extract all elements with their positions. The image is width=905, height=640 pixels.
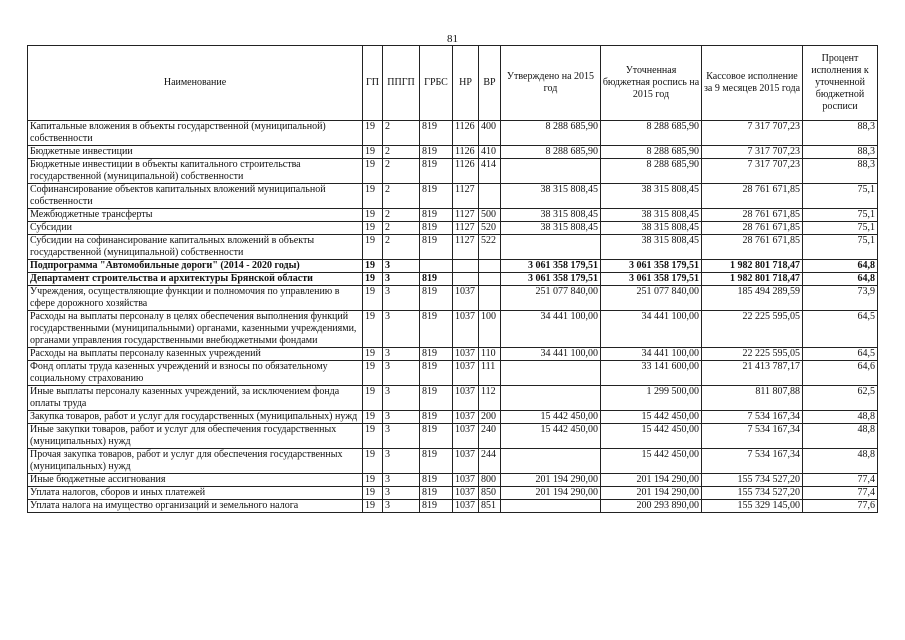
cell-approved: 3 061 358 179,51 bbox=[501, 260, 601, 273]
cell-gp: 19 bbox=[363, 348, 383, 361]
cell-name: Расходы на выплаты персоналу казенных учреждений bbox=[28, 348, 363, 361]
cell-grbs: 819 bbox=[420, 235, 453, 260]
cell-refined: 34 441 100,00 bbox=[601, 348, 702, 361]
cell-ppgp: 3 bbox=[383, 411, 420, 424]
cell-vr: 244 bbox=[479, 449, 501, 474]
cell-name: Расходы на выплаты персоналу в целях обеспечения выполнения функций государственными (муниципальными) органами, казенными учреждениями, органами управления государственными внебюджетными фондами bbox=[28, 311, 363, 348]
cell-refined: 1 299 500,00 bbox=[601, 386, 702, 411]
cell-vr bbox=[479, 273, 501, 286]
cell-ppgp: 2 bbox=[383, 209, 420, 222]
table-row bbox=[28, 184, 878, 209]
cell-percent: 48,8 bbox=[803, 449, 878, 474]
cell-ppgp: 2 bbox=[383, 146, 420, 159]
cell-refined: 34 441 100,00 bbox=[601, 311, 702, 348]
cell-name: Учреждения, осуществляющие функции и полномочия по управлению в сфере дорожного хозяйства bbox=[28, 286, 363, 311]
cell-nr: 1037 bbox=[453, 449, 479, 474]
cell-vr: 522 bbox=[479, 235, 501, 260]
cell-gp: 19 bbox=[363, 273, 383, 286]
cell-cash: 7 317 707,23 bbox=[702, 159, 803, 184]
cell-ppgp: 3 bbox=[383, 273, 420, 286]
cell-gp: 19 bbox=[363, 424, 383, 449]
table-row bbox=[28, 474, 878, 487]
table-row bbox=[28, 121, 878, 146]
cell-vr: 110 bbox=[479, 348, 501, 361]
cell-vr: 851 bbox=[479, 500, 501, 513]
cell-ppgp: 3 bbox=[383, 449, 420, 474]
cell-approved bbox=[501, 386, 601, 411]
cell-refined: 38 315 808,45 bbox=[601, 184, 702, 209]
cell-percent: 64,8 bbox=[803, 273, 878, 286]
cell-grbs: 819 bbox=[420, 500, 453, 513]
cell-vr: 400 bbox=[479, 121, 501, 146]
table-row bbox=[28, 222, 878, 235]
cell-approved bbox=[501, 235, 601, 260]
cell-vr: 240 bbox=[479, 424, 501, 449]
cell-cash: 7 317 707,23 bbox=[702, 146, 803, 159]
cell-cash: 22 225 595,05 bbox=[702, 348, 803, 361]
cell-percent: 75,1 bbox=[803, 184, 878, 209]
cell-percent: 88,3 bbox=[803, 121, 878, 146]
cell-gp: 19 bbox=[363, 487, 383, 500]
cell-grbs: 819 bbox=[420, 311, 453, 348]
cell-vr: 100 bbox=[479, 311, 501, 348]
cell-vr: 800 bbox=[479, 474, 501, 487]
cell-cash: 28 761 671,85 bbox=[702, 184, 803, 209]
cell-nr: 1037 bbox=[453, 474, 479, 487]
cell-nr: 1037 bbox=[453, 487, 479, 500]
cell-refined: 8 288 685,90 bbox=[601, 146, 702, 159]
cell-gp: 19 bbox=[363, 286, 383, 311]
cell-gp: 19 bbox=[363, 222, 383, 235]
cell-grbs: 819 bbox=[420, 386, 453, 411]
cell-cash: 7 534 167,34 bbox=[702, 411, 803, 424]
cell-refined: 201 194 290,00 bbox=[601, 487, 702, 500]
cell-approved: 34 441 100,00 bbox=[501, 348, 601, 361]
cell-name: Субсидии bbox=[28, 222, 363, 235]
cell-percent: 73,9 bbox=[803, 286, 878, 311]
cell-gp: 19 bbox=[363, 159, 383, 184]
cell-gp: 19 bbox=[363, 260, 383, 273]
cell-percent: 77,6 bbox=[803, 500, 878, 513]
cell-approved bbox=[501, 449, 601, 474]
cell-ppgp: 2 bbox=[383, 222, 420, 235]
cell-grbs: 819 bbox=[420, 222, 453, 235]
cell-percent: 77,4 bbox=[803, 487, 878, 500]
cell-gp: 19 bbox=[363, 386, 383, 411]
cell-percent: 77,4 bbox=[803, 474, 878, 487]
budget-table bbox=[27, 45, 878, 513]
cell-nr: 1126 bbox=[453, 121, 479, 146]
cell-grbs: 819 bbox=[420, 361, 453, 386]
cell-nr: 1037 bbox=[453, 311, 479, 348]
table-row bbox=[28, 424, 878, 449]
cell-grbs: 819 bbox=[420, 146, 453, 159]
cell-cash: 155 734 527,20 bbox=[702, 487, 803, 500]
cell-name: Иные выплаты персоналу казенных учреждений, за исключением фонда оплаты труда bbox=[28, 386, 363, 411]
cell-cash: 185 494 289,59 bbox=[702, 286, 803, 311]
cell-gp: 19 bbox=[363, 235, 383, 260]
cell-percent: 75,1 bbox=[803, 235, 878, 260]
cell-approved: 3 061 358 179,51 bbox=[501, 273, 601, 286]
cell-gp: 19 bbox=[363, 121, 383, 146]
cell-gp: 19 bbox=[363, 411, 383, 424]
cell-approved: 8 288 685,90 bbox=[501, 146, 601, 159]
cell-gp: 19 bbox=[363, 146, 383, 159]
table-row bbox=[28, 273, 878, 286]
cell-ppgp: 3 bbox=[383, 424, 420, 449]
header-percent: Процент исполнения к уточненной бюджетной росписи bbox=[803, 46, 878, 121]
cell-name: Межбюджетные трансферты bbox=[28, 209, 363, 222]
cell-grbs: 819 bbox=[420, 474, 453, 487]
cell-ppgp: 2 bbox=[383, 184, 420, 209]
cell-vr: 200 bbox=[479, 411, 501, 424]
cell-nr: 1037 bbox=[453, 424, 479, 449]
cell-vr bbox=[479, 260, 501, 273]
cell-approved: 15 442 450,00 bbox=[501, 411, 601, 424]
cell-gp: 19 bbox=[363, 184, 383, 209]
cell-name: Бюджетные инвестиции в объекты капитального строительства государственной (муниципальной) собственности bbox=[28, 159, 363, 184]
table-row bbox=[28, 260, 878, 273]
table-header-row bbox=[28, 46, 878, 121]
cell-nr bbox=[453, 273, 479, 286]
cell-grbs: 819 bbox=[420, 273, 453, 286]
cell-gp: 19 bbox=[363, 474, 383, 487]
cell-approved bbox=[501, 361, 601, 386]
cell-nr: 1127 bbox=[453, 235, 479, 260]
cell-approved: 38 315 808,45 bbox=[501, 209, 601, 222]
cell-gp: 19 bbox=[363, 311, 383, 348]
table-row bbox=[28, 500, 878, 513]
cell-vr: 500 bbox=[479, 209, 501, 222]
cell-nr: 1127 bbox=[453, 222, 479, 235]
cell-approved bbox=[501, 159, 601, 184]
cell-percent: 48,8 bbox=[803, 424, 878, 449]
cell-refined: 251 077 840,00 bbox=[601, 286, 702, 311]
cell-refined: 3 061 358 179,51 bbox=[601, 260, 702, 273]
cell-nr: 1127 bbox=[453, 209, 479, 222]
cell-name: Закупка товаров, работ и услуг для государственных (муниципальных) нужд bbox=[28, 411, 363, 424]
header-vr: ВР bbox=[479, 46, 501, 121]
cell-percent: 88,3 bbox=[803, 159, 878, 184]
cell-grbs: 819 bbox=[420, 121, 453, 146]
table-row bbox=[28, 311, 878, 348]
cell-percent: 88,3 bbox=[803, 146, 878, 159]
cell-vr: 112 bbox=[479, 386, 501, 411]
table-row bbox=[28, 348, 878, 361]
cell-ppgp: 3 bbox=[383, 260, 420, 273]
cell-ppgp: 3 bbox=[383, 386, 420, 411]
cell-name: Уплата налога на имущество организаций и земельного налога bbox=[28, 500, 363, 513]
header-cash-execution: Кассовое исполнение за 9 месяцев 2015 года bbox=[702, 46, 803, 121]
cell-refined: 200 293 890,00 bbox=[601, 500, 702, 513]
cell-cash: 155 734 527,20 bbox=[702, 474, 803, 487]
cell-grbs: 819 bbox=[420, 209, 453, 222]
cell-refined: 38 315 808,45 bbox=[601, 222, 702, 235]
header-gp: ГП bbox=[363, 46, 383, 121]
table-row bbox=[28, 386, 878, 411]
cell-vr: 520 bbox=[479, 222, 501, 235]
cell-name: Департамент строительства и архитектуры Брянской области bbox=[28, 273, 363, 286]
cell-cash: 28 761 671,85 bbox=[702, 222, 803, 235]
page-number: 81 bbox=[447, 33, 458, 45]
cell-approved: 8 288 685,90 bbox=[501, 121, 601, 146]
cell-nr bbox=[453, 260, 479, 273]
header-nr: НР bbox=[453, 46, 479, 121]
cell-ppgp: 3 bbox=[383, 348, 420, 361]
cell-grbs: 819 bbox=[420, 286, 453, 311]
cell-approved: 38 315 808,45 bbox=[501, 184, 601, 209]
cell-vr: 111 bbox=[479, 361, 501, 386]
table-row bbox=[28, 411, 878, 424]
table-row bbox=[28, 235, 878, 260]
cell-nr: 1126 bbox=[453, 159, 479, 184]
cell-approved: 201 194 290,00 bbox=[501, 487, 601, 500]
cell-name: Фонд оплаты труда казенных учреждений и взносы по обязательному социальному страхованию bbox=[28, 361, 363, 386]
cell-refined: 38 315 808,45 bbox=[601, 209, 702, 222]
cell-refined: 15 442 450,00 bbox=[601, 424, 702, 449]
cell-vr: 414 bbox=[479, 159, 501, 184]
cell-ppgp: 3 bbox=[383, 500, 420, 513]
cell-vr: 850 bbox=[479, 487, 501, 500]
table-row bbox=[28, 159, 878, 184]
cell-cash: 7 534 167,34 bbox=[702, 424, 803, 449]
cell-ppgp: 2 bbox=[383, 235, 420, 260]
table-row bbox=[28, 286, 878, 311]
cell-refined: 15 442 450,00 bbox=[601, 411, 702, 424]
cell-cash: 1 982 801 718,47 bbox=[702, 260, 803, 273]
cell-grbs: 819 bbox=[420, 487, 453, 500]
cell-cash: 22 225 595,05 bbox=[702, 311, 803, 348]
cell-ppgp: 2 bbox=[383, 159, 420, 184]
cell-grbs: 819 bbox=[420, 348, 453, 361]
cell-nr: 1126 bbox=[453, 146, 479, 159]
cell-gp: 19 bbox=[363, 209, 383, 222]
cell-grbs: 819 bbox=[420, 159, 453, 184]
cell-name: Субсидии на софинансирование капитальных вложений в объекты государственной (муниципальной) собственности bbox=[28, 235, 363, 260]
header-name: Наименование bbox=[28, 46, 363, 121]
cell-cash: 7 317 707,23 bbox=[702, 121, 803, 146]
cell-approved: 38 315 808,45 bbox=[501, 222, 601, 235]
cell-cash: 28 761 671,85 bbox=[702, 235, 803, 260]
cell-name: Уплата налогов, сборов и иных платежей bbox=[28, 487, 363, 500]
cell-cash: 811 807,88 bbox=[702, 386, 803, 411]
cell-ppgp: 3 bbox=[383, 286, 420, 311]
cell-refined: 201 194 290,00 bbox=[601, 474, 702, 487]
cell-nr: 1037 bbox=[453, 361, 479, 386]
cell-percent: 64,5 bbox=[803, 348, 878, 361]
cell-grbs: 819 bbox=[420, 411, 453, 424]
cell-refined: 3 061 358 179,51 bbox=[601, 273, 702, 286]
cell-name: Капитальные вложения в объекты государственной (муниципальной) собственности bbox=[28, 121, 363, 146]
cell-ppgp: 3 bbox=[383, 361, 420, 386]
cell-percent: 64,5 bbox=[803, 311, 878, 348]
cell-refined: 33 141 600,00 bbox=[601, 361, 702, 386]
table-row bbox=[28, 146, 878, 159]
cell-name: Подпрограмма "Автомобильные дороги" (2014 - 2020 годы) bbox=[28, 260, 363, 273]
cell-nr: 1037 bbox=[453, 386, 479, 411]
cell-name: Иные бюджетные ассигнования bbox=[28, 474, 363, 487]
table-body bbox=[28, 121, 878, 513]
cell-name: Бюджетные инвестиции bbox=[28, 146, 363, 159]
table-row bbox=[28, 449, 878, 474]
cell-approved: 201 194 290,00 bbox=[501, 474, 601, 487]
cell-grbs: 819 bbox=[420, 184, 453, 209]
cell-gp: 19 bbox=[363, 361, 383, 386]
cell-approved bbox=[501, 500, 601, 513]
header-approved: Утверждено на 2015 год bbox=[501, 46, 601, 121]
cell-vr bbox=[479, 184, 501, 209]
cell-grbs: 819 bbox=[420, 424, 453, 449]
cell-refined: 8 288 685,90 bbox=[601, 121, 702, 146]
cell-refined: 8 288 685,90 bbox=[601, 159, 702, 184]
cell-percent: 48,8 bbox=[803, 411, 878, 424]
cell-ppgp: 3 bbox=[383, 487, 420, 500]
cell-ppgp: 3 bbox=[383, 311, 420, 348]
cell-percent: 75,1 bbox=[803, 222, 878, 235]
cell-approved: 15 442 450,00 bbox=[501, 424, 601, 449]
header-refined-schedule: Уточненная бюджетная роспись на 2015 год bbox=[601, 46, 702, 121]
cell-grbs bbox=[420, 260, 453, 273]
cell-nr: 1037 bbox=[453, 411, 479, 424]
cell-approved: 251 077 840,00 bbox=[501, 286, 601, 311]
cell-percent: 62,5 bbox=[803, 386, 878, 411]
cell-cash: 155 329 145,00 bbox=[702, 500, 803, 513]
cell-name: Иные закупки товаров, работ и услуг для обеспечения государственных (муниципальных) нужд bbox=[28, 424, 363, 449]
cell-percent: 64,6 bbox=[803, 361, 878, 386]
cell-name: Софинансирование объектов капитальных вложений муниципальной собственности bbox=[28, 184, 363, 209]
cell-name: Прочая закупка товаров, работ и услуг для обеспечения государственных (муниципальных) нужд bbox=[28, 449, 363, 474]
cell-grbs: 819 bbox=[420, 449, 453, 474]
cell-ppgp: 3 bbox=[383, 474, 420, 487]
cell-vr bbox=[479, 286, 501, 311]
cell-vr: 410 bbox=[479, 146, 501, 159]
cell-nr: 1037 bbox=[453, 286, 479, 311]
cell-refined: 38 315 808,45 bbox=[601, 235, 702, 260]
cell-gp: 19 bbox=[363, 449, 383, 474]
cell-percent: 75,1 bbox=[803, 209, 878, 222]
cell-cash: 21 413 787,17 bbox=[702, 361, 803, 386]
cell-cash: 28 761 671,85 bbox=[702, 209, 803, 222]
table-row bbox=[28, 361, 878, 386]
cell-ppgp: 2 bbox=[383, 121, 420, 146]
cell-nr: 1127 bbox=[453, 184, 479, 209]
header-ppgp: ППГП bbox=[383, 46, 420, 121]
cell-percent: 64,8 bbox=[803, 260, 878, 273]
cell-refined: 15 442 450,00 bbox=[601, 449, 702, 474]
header-grbs: ГРБС bbox=[420, 46, 453, 121]
table-row bbox=[28, 487, 878, 500]
table-row bbox=[28, 209, 878, 222]
cell-cash: 1 982 801 718,47 bbox=[702, 273, 803, 286]
cell-cash: 7 534 167,34 bbox=[702, 449, 803, 474]
cell-gp: 19 bbox=[363, 500, 383, 513]
cell-nr: 1037 bbox=[453, 500, 479, 513]
cell-approved: 34 441 100,00 bbox=[501, 311, 601, 348]
cell-nr: 1037 bbox=[453, 348, 479, 361]
